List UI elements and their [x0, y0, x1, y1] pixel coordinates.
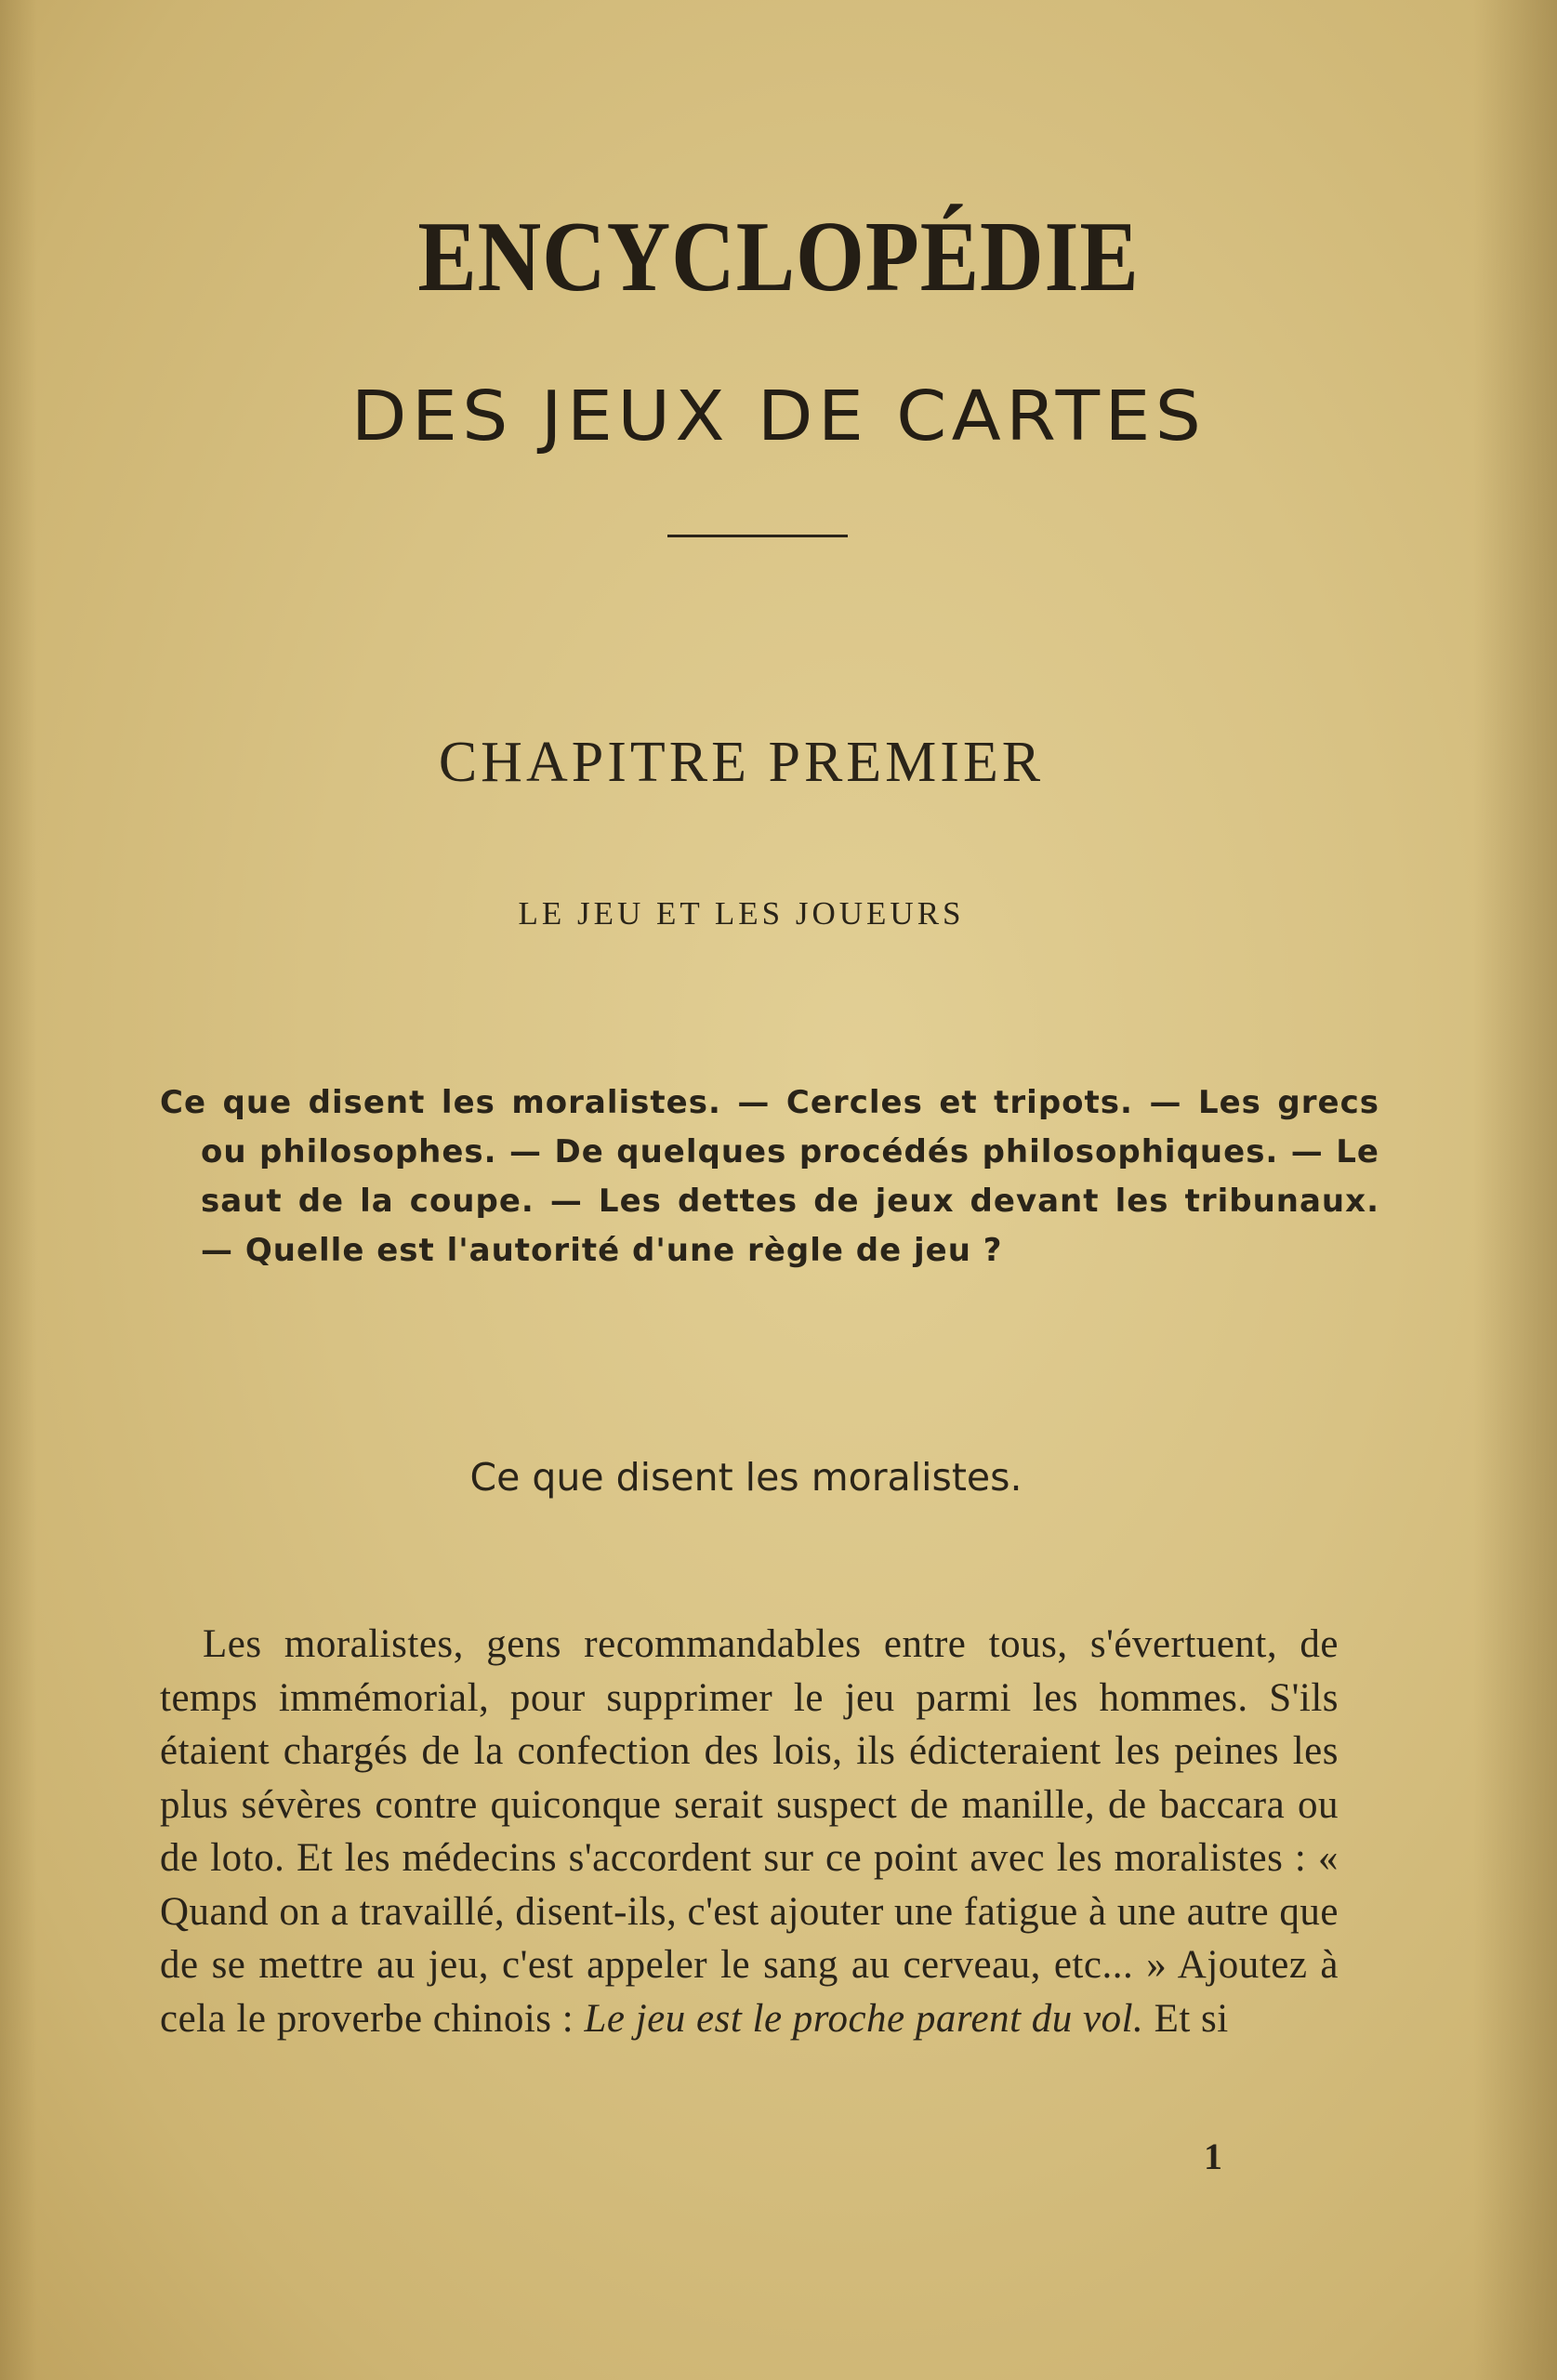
page-edge-shadow [1473, 0, 1557, 2380]
page-number: 1 [1204, 2135, 1222, 2177]
body-paragraph [160, 1618, 1339, 2045]
chapter-heading: CHAPITRE PREMIER [438, 731, 1045, 794]
chapter-subheading: LE JEU ET LES JOUEURS [518, 895, 965, 932]
body-text-start: Les moralistes, gens recommandables entre tous, s'évertuent, de temps immémorial, pour supprimer le jeu parmi les hommes. S'ils étaient chargés de la confection des lois, ils édicteraient les peines les plus sévères contre quiconque serait suspect de manille, de baccara ou de loto. Et les médecins s'accordent sur ce point avec les moralistes : « Quand on a travaillé, disent-ils, c'est ajouter une fatigue à une autre que de se mettre au jeu, c'est appeler le sang au cerveau, etc... » Ajoutez à cela le proverbe chinois : [160, 1622, 1339, 2041]
title-divider [667, 535, 848, 537]
chapter-summary: Ce que disent les moralistes. — Cercles et tripots. — Les grecs ou philosophes. — De quelques procédés philosophiques. — Le saut de la coupe. — Les dettes de jeux devant les tribunaux. — Quelle est l'autorité d'une règle de jeu ? [160, 1084, 1379, 1269]
page-left-shadow [0, 0, 37, 2380]
body-text-end: Et si [1143, 1996, 1229, 2041]
italic-proverb: Le jeu est le proche parent du vol. [584, 1996, 1144, 2041]
book-subtitle: DES JEUX DE CARTES [350, 377, 1207, 456]
section-heading: Ce que disent les moralistes. [469, 1455, 1023, 1500]
book-title: ENCYCLOPÉDIE [417, 202, 1140, 312]
